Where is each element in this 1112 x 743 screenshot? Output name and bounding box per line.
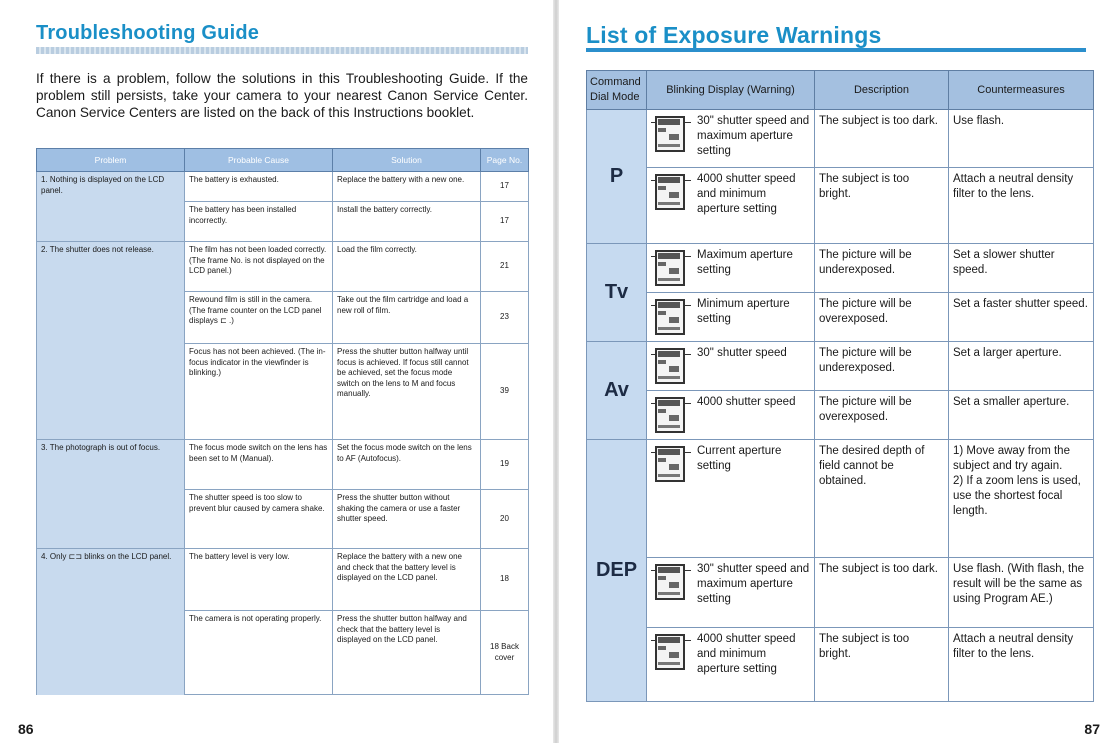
cause-cell: The battery has been installed incorrectly. [185,202,333,242]
blinking-display [651,297,810,337]
solution-cell: Set the focus mode switch on the lens to AF (Autofocus). [333,440,481,490]
warning-cell [647,244,815,293]
right-page [556,0,1112,743]
warning-cell [647,628,815,702]
table-row [37,440,529,490]
right-page-title: List of Exposure Warnings [586,22,882,48]
cause-cell: Focus has not been achieved. (The in-focus indicator in the viewfinder is blinking.) [185,344,333,440]
table-row [37,292,529,344]
countermeasure-cell: Set a smaller aperture. [949,391,1094,440]
description-cell: The picture will be underexposed. [815,342,949,391]
header-mode: Command Dial Mode [587,71,647,110]
warning-cell [647,168,815,244]
mode-cell: DEP [587,440,647,702]
page-cell: 17 [481,202,529,242]
header-description: Description [815,71,949,110]
blinking-display [651,114,810,159]
cause-cell: The battery is exhausted. [185,172,333,202]
table-row [587,440,1094,558]
warning-text: 4000 shutter speed and minimum aperture setting [697,173,796,215]
table-row [37,242,529,292]
lcd-display-icon [651,632,691,672]
countermeasure-cell: Use flash. (With flash, the result will be the same as using Program AE.) [949,558,1094,628]
warning-text: 4000 shutter speed [697,396,796,408]
warning-text: 30" shutter speed [697,347,787,359]
lcd-display-icon [651,346,691,386]
description-cell: The picture will be overexposed. [815,391,949,440]
page-cell: 18 [481,549,529,611]
warning-cell [647,293,815,342]
warning-cell [647,342,815,391]
lcd-display-icon [651,172,691,212]
header-solution: Solution [333,149,481,172]
description-cell: The subject is too dark. [815,558,949,628]
lcd-display-icon [651,114,691,154]
page-cell: 19 [481,440,529,490]
blinking-display [651,444,810,484]
page-cell: 23 [481,292,529,344]
warning-text: Current aperture setting [697,445,782,472]
cause-cell: The shutter speed is too slow to prevent blur caused by camera shake. [185,490,333,549]
table-row [587,110,1094,168]
table-row [37,344,529,440]
exposure-warnings-table [586,70,1094,702]
cause-cell: The camera is not operating properly. [185,611,333,695]
problem-cell: 1. Nothing is displayed on the LCD panel. [37,172,185,202]
countermeasure-cell: 1) Move away from the subject and try again. 2) If a zoom lens is used, use the shortest focal length. [949,440,1094,558]
countermeasure-cell: Attach a neutral density filter to the lens. [949,628,1094,702]
lcd-display-icon [651,395,691,435]
solution-cell: Load the film correctly. [333,242,481,292]
warning-text: 30" shutter speed and maximum aperture setting [697,563,810,605]
warning-cell [647,110,815,168]
page-cell: 21 [481,242,529,292]
problem-cell [37,490,185,549]
warning-cell [647,391,815,440]
lcd-display-icon [651,444,691,484]
table-row [37,172,529,202]
solution-cell: Press the shutter button without shaking the camera or use a faster shutter speed. [333,490,481,549]
blinking-display [651,562,810,607]
table-row [587,558,1094,628]
description-cell: The desired depth of field cannot be obtained. [815,440,949,558]
table-header-row [587,71,1094,110]
warning-cell [647,440,815,558]
intro-paragraph: If there is a problem, follow the solutions in this Troubleshooting Guide. If the problem still persists, take your camera to your nearest Canon Service Center. Canon Service Centers are listed on the back of this Instructions booklet. [36,71,528,120]
page-cell: 20 [481,490,529,549]
table-row [37,490,529,549]
warning-cell [647,558,815,628]
header-page: Page No. [481,149,529,172]
table-row [587,168,1094,244]
page-number: 86 [18,721,34,737]
header-warning: Blinking Display (Warning) [647,71,815,110]
warning-text: Maximum aperture setting [697,249,793,276]
mode-cell: P [587,110,647,244]
problem-cell: 3. The photograph is out of focus. [37,440,185,490]
page-cell: 17 [481,172,529,202]
page-cell: 39 [481,344,529,440]
problem-cell: 4. Only ⊏⊐ blinks on the LCD panel. [37,549,185,611]
cause-cell: Rewound film is still in the camera. (The frame counter on the LCD panel displays ⊏ .) [185,292,333,344]
cause-cell: The focus mode switch on the lens has been set to M (Manual). [185,440,333,490]
table-row [37,549,529,611]
title-rule [586,48,1086,52]
lcd-display-icon [651,248,691,288]
table-row [587,293,1094,342]
solution-cell: Replace the battery with a new one. [333,172,481,202]
blinking-display [651,346,810,386]
mode-cell: Tv [587,244,647,342]
title-rule [36,47,528,54]
cause-cell: The battery level is very low. [185,549,333,611]
description-cell: The subject is too bright. [815,168,949,244]
description-cell: The subject is too dark. [815,110,949,168]
solution-cell: Install the battery correctly. [333,202,481,242]
blinking-display [651,632,810,677]
page-number: 87 [1084,721,1100,737]
left-page-title: Troubleshooting Guide [36,22,260,44]
warning-text: 4000 shutter speed and minimum aperture setting [697,633,796,675]
warning-text: 30" shutter speed and maximum aperture setting [697,115,810,157]
countermeasure-cell: Use flash. [949,110,1094,168]
blinking-display [651,248,810,288]
solution-cell: Press the shutter button halfway and check that the battery level is displayed on the LCD panel. [333,611,481,695]
table-header-row [37,149,529,172]
problem-cell [37,202,185,242]
solution-cell: Replace the battery with a new one and check that the battery level is displayed on the LCD panel. [333,549,481,611]
lcd-display-icon [651,297,691,337]
description-cell: The subject is too bright. [815,628,949,702]
table-row [37,611,529,695]
solution-cell: Take out the film cartridge and load a new roll of film. [333,292,481,344]
problem-cell [37,344,185,440]
header-countermeasures: Countermeasures [949,71,1094,110]
table-row [37,202,529,242]
page-cell: 18 Back cover [481,611,529,695]
countermeasure-cell: Set a faster shutter speed. [949,293,1094,342]
blinking-display [651,395,810,435]
solution-cell: Press the shutter button halfway until focus is achieved. If focus still cannot be achieved, set the focus mode switch on the lens to M and focus manually. [333,344,481,440]
mode-cell: Av [587,342,647,440]
header-problem: Problem [37,149,185,172]
troubleshooting-table [36,148,529,695]
problem-cell: 2. The shutter does not release. [37,242,185,292]
blinking-display [651,172,810,217]
table-row [587,391,1094,440]
countermeasure-cell: Set a larger aperture. [949,342,1094,391]
warning-text: Minimum aperture setting [697,298,790,325]
table-row [587,342,1094,391]
lcd-display-icon [651,562,691,602]
problem-cell [37,611,185,695]
problem-cell [37,292,185,344]
table-row [587,628,1094,702]
description-cell: The picture will be underexposed. [815,244,949,293]
description-cell: The picture will be overexposed. [815,293,949,342]
table-row [587,244,1094,293]
header-cause: Probable Cause [185,149,333,172]
cause-cell: The film has not been loaded correctly. (The frame No. is not displayed on the LCD panel.) [185,242,333,292]
countermeasure-cell: Attach a neutral density filter to the lens. [949,168,1094,244]
countermeasure-cell: Set a slower shutter speed. [949,244,1094,293]
